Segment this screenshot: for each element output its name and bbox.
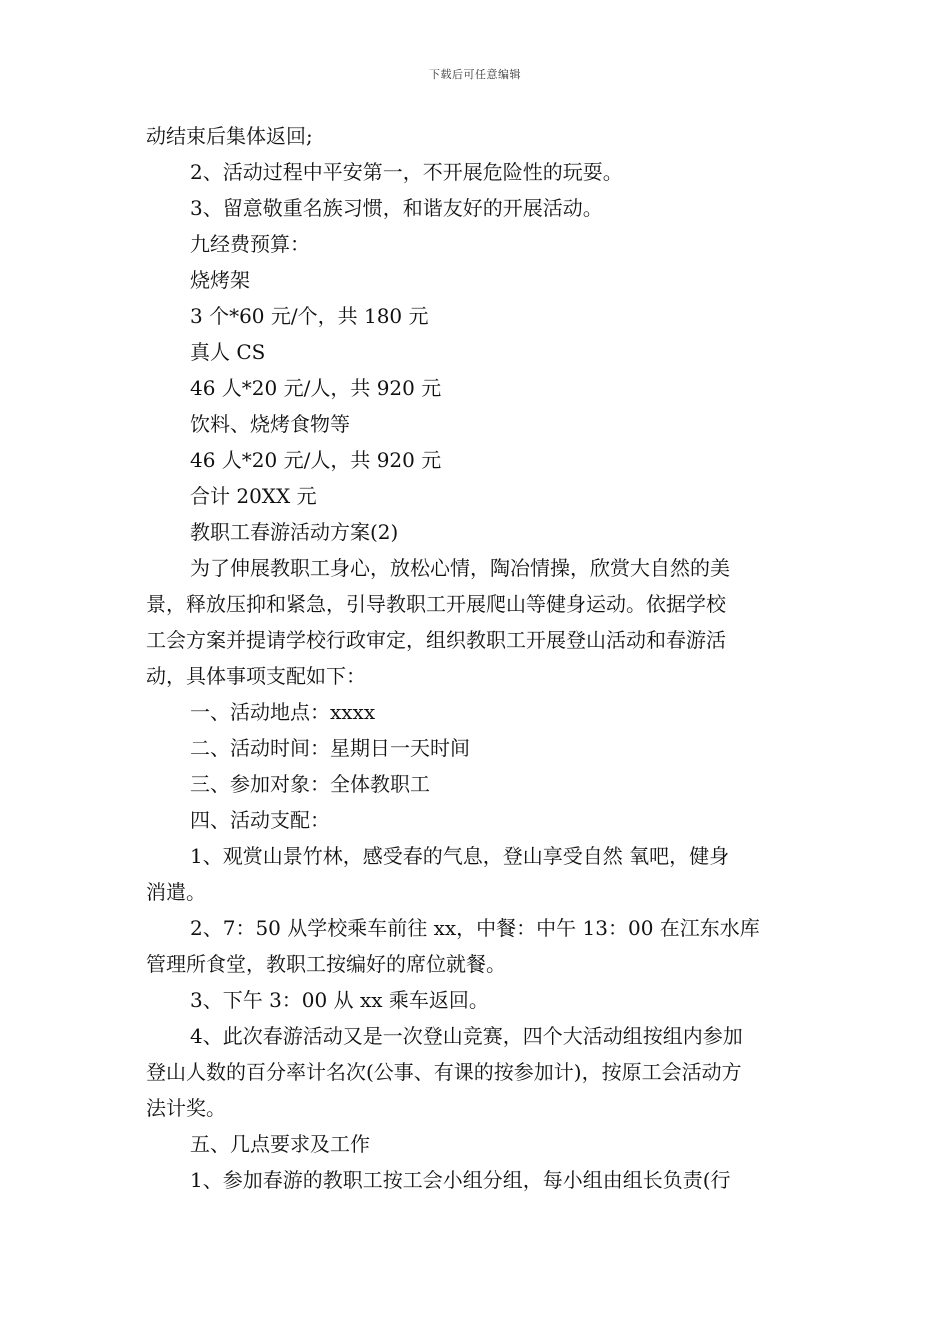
budget-item-name: 饮料、烧烤食物等 (190, 412, 350, 436)
text-line: 3、下午 3：00 从 xx 乘车返回。 (190, 988, 489, 1012)
paragraph-line: 为了伸展教职工身心，放松心情，陶冶情操，欣赏大自然的美 (190, 556, 730, 580)
section-heading-requirements: 五、几点要求及工作 (190, 1132, 370, 1156)
budget-item-cost: 46 人*20 元/人，共 920 元 (190, 448, 442, 472)
paragraph-line: 消遣。 (146, 880, 206, 904)
activity-participants: 三、参加对象：全体教职工 (190, 772, 430, 796)
paragraph-line: 4、此次春游活动又是一次登山竞赛，四个大活动组按组内参加 (190, 1024, 743, 1048)
budget-item-name: 真人 CS (190, 340, 266, 364)
page-header-note: 下载后可任意编辑 (429, 68, 521, 81)
activity-location: 一、活动地点：xxxx (190, 700, 376, 724)
section-heading-arrangement: 四、活动支配： (190, 808, 330, 832)
paragraph-line: 景，释放压抑和紧急，引导教职工开展爬山等健身运动。依据学校 (146, 592, 726, 616)
paragraph-line: 登山人数的百分率计名次(公事、有课的按参加计)，按原工会活动方 (146, 1060, 742, 1084)
budget-total: 合计 20XX 元 (190, 484, 317, 508)
text-line: 2、活动过程中平安第一，不开展危险性的玩耍。 (190, 160, 623, 184)
budget-item-name: 烧烤架 (190, 268, 250, 292)
paragraph-line: 1、参加春游的教职工按工会小组分组，每小组由组长负责(行 (190, 1168, 731, 1192)
paragraph-line: 法计奖。 (146, 1096, 226, 1120)
activity-time: 二、活动时间：星期日一天时间 (190, 736, 470, 760)
paragraph-line: 1、观赏山景竹林，感受春的气息，登山享受自然 氧吧，健身 (190, 844, 730, 868)
paragraph-line: 2、7：50 从学校乘车前往 xx，中餐：中午 13：00 在江东水库 (190, 916, 760, 940)
section-title: 教职工春游活动方案(2) (190, 520, 399, 544)
budget-item-cost: 46 人*20 元/人，共 920 元 (190, 376, 442, 400)
text-line: 动结束后集体返回; (146, 124, 313, 148)
budget-item-cost: 3 个*60 元/个，共 180 元 (190, 304, 429, 328)
document-body (146, 118, 806, 1198)
paragraph-line: 工会方案并提请学校行政审定，组织教职工开展登山活动和春游活 (146, 628, 726, 652)
section-heading-budget: 九经费预算： (190, 232, 310, 256)
text-line: 3、留意敬重名族习惯，和谐友好的开展活动。 (190, 196, 603, 220)
paragraph-line: 动，具体事项支配如下： (146, 664, 366, 688)
paragraph-line: 管理所食堂，教职工按编好的席位就餐。 (146, 952, 506, 976)
